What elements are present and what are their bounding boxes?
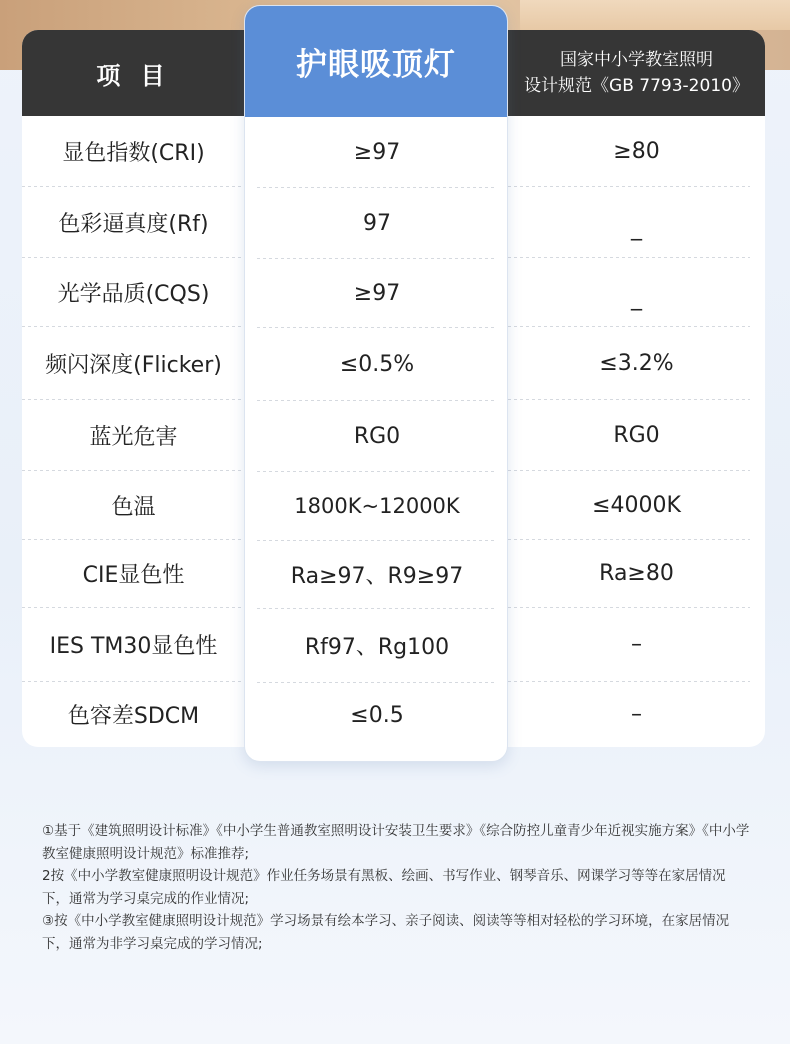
header-item: 项 目	[22, 30, 245, 116]
row-item: 显色指数(CRI)	[62, 140, 205, 166]
header-standard-line2: 设计规范《GB 7793-2010》	[524, 76, 749, 96]
row-item: CIE显色性	[82, 563, 185, 588]
row-product: Ra≥97、R9≥97	[290, 564, 464, 589]
header-product: 护眼吸顶灯	[245, 6, 507, 117]
row-standard: ≤3.2%	[599, 350, 674, 376]
row-standard: _	[631, 285, 642, 311]
row-product: ≤0.5%	[339, 351, 415, 377]
row-product: ≥97	[353, 280, 401, 306]
product-column	[244, 5, 508, 762]
row-item: 色容差SDCM	[67, 704, 200, 729]
footnotes	[42, 820, 752, 955]
footnote: ①基于《建筑照明设计标准》《中小学生普通教室照明设计安装卫生要求》《综合防控儿童青少年近视实施方案》《中小学教室健康照明设计规范》标准推荐;	[42, 823, 750, 862]
row-product: ≥97	[353, 139, 401, 165]
row-standard: ≤4000K	[592, 492, 681, 518]
background-shelf	[520, 0, 790, 30]
header-standard-line1: 国家中小学教室照明	[560, 50, 713, 70]
row-item: 频闪深度(Flicker)	[45, 352, 222, 378]
row-product: 97	[363, 210, 391, 236]
row-standard: Ra≥80	[599, 561, 674, 586]
row-item: 色温	[111, 494, 156, 520]
footnote: 2按《中小学教室健康照明设计规范》作业任务场景有黑板、绘画、书写作业、钢琴音乐、网课学习等等在家居情况下，通常为学习桌完成的作业情况;	[42, 868, 726, 907]
row-product: 1800K~12000K	[294, 494, 460, 518]
row-product: Rf97、Rg100	[304, 635, 450, 660]
row-standard: _	[631, 215, 642, 241]
row-item: 蓝光危害	[89, 424, 178, 450]
row-standard: –	[631, 702, 642, 727]
header-standard	[508, 30, 765, 116]
row-standard: RG0	[613, 422, 660, 448]
row-item: 光学品质(CQS)	[57, 281, 210, 307]
row-product: ≤0.5	[350, 703, 404, 728]
row-standard: ≥80	[613, 138, 660, 164]
footnote: ③按《中小学教室健康照明设计规范》学习场景有绘本学习、亲子阅读、阅读等等相对轻松的学习环境，在家居情况下，通常为非学习桌完成的学习情况;	[42, 913, 730, 952]
row-product: RG0	[353, 423, 401, 449]
row-standard: –	[631, 632, 642, 657]
row-item: IES TM30显色性	[49, 634, 218, 659]
row-item: 色彩逼真度(Rf)	[58, 211, 209, 237]
